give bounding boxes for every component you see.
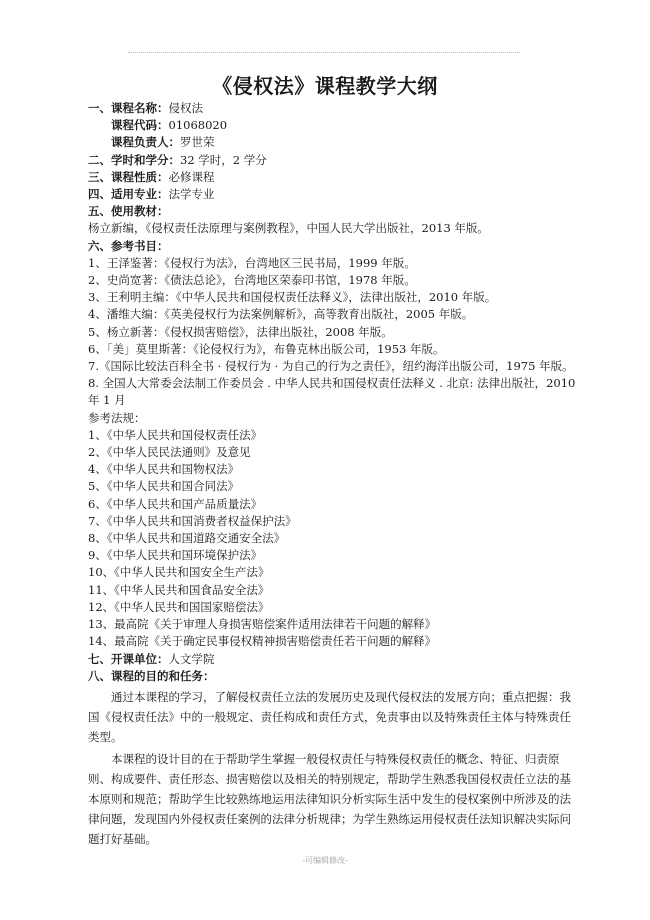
unit-label: 七、开课单位：: [88, 651, 169, 666]
reference-item: 2、史尚宽著：《债法总论》，台湾地区荣泰印书馆，1978 年版。: [88, 273, 416, 288]
goals-heading: 八、课程的目的和任务：: [88, 668, 215, 683]
document-title: 《侵权法》课程教学大纲: [212, 74, 438, 98]
goals-paragraph-1: 通过本课程的学习，了解侵权责任立法的发展历史及现代侵权法的发展方向；重点把握：我国《侵权责任法》中的一般规定、责任构成和责任方式，免责事由以及特殊责任主体与特殊责任类型。: [88, 689, 571, 744]
course-name-line: [88, 100, 574, 117]
reference-item: 4、潘维大编：《英美侵权行为法案例解析》，高等教育出版社，2005 年版。: [88, 307, 474, 322]
course-code-line: [88, 117, 574, 134]
textbook-entry: 杨立新编，《侵权责任法原理与案例教程》，中国人民大学出版社，2013 年版。: [88, 221, 489, 236]
unit-line: [88, 651, 574, 668]
major-label: 四、适用专业：: [88, 187, 169, 202]
course-lead-label: 课程负责人：: [111, 135, 180, 150]
regulation-item: 14、最高院《关于确定民事侵权精神损害赔偿责任若干问题的解释》: [88, 634, 437, 649]
regulation-item: 10、《中华人民共和国安全生产法》: [88, 565, 270, 580]
regulation-item: 1、《中华人民共和国侵权责任法》: [88, 427, 263, 442]
textbook-label: 五、使用教材：: [88, 204, 169, 219]
reference-item: 7.《国际比较法百科全书 · 侵权行为 · 为自己的行为之责任》，纽约海洋出版公司，1975 年版。: [88, 359, 574, 374]
page-footer: -可编辑修改-: [302, 856, 348, 865]
regulation-item: 4、《中华人民共和国物权法》: [88, 462, 240, 477]
goals-paragraph-2: 本课程的设计目的在于帮助学生掌握一般侵权责任与特殊侵权责任的概念、特征、归责原则、构成要件、责任形态、损害赔偿以及相关的特别规定，帮助学生熟悉我国侵权责任立法的基本原则和规范；帮助学生比较熟练地运用法律知识分析实际生活中发生的侵权案例中所涉及的法律问题，发现国内外侵权责任案例的法律分析规律；为学生熟练运用侵权责任法知识解决实际问题打好基础。: [88, 751, 571, 846]
course-lead-value: 罗世荣: [180, 135, 215, 150]
major-line: [88, 186, 574, 203]
reference-item: 3、王利明主编：《中华人民共和国侵权责任法释义》，法律出版社，2010 年版。: [88, 290, 497, 305]
course-name-label: 一、课程名称：: [88, 101, 169, 115]
nature-value: 必修课程: [168, 169, 215, 184]
course-lead-line: [88, 134, 574, 151]
nature-line: [88, 169, 574, 186]
regulation-item: 2、《中华人民民法通则》及意见: [88, 445, 251, 460]
nature-label: 三、课程性质：: [88, 169, 169, 184]
reference-item: 6、「美」莫里斯著：《论侵权行为》，布鲁克林出版公司，1953 年版。: [88, 341, 445, 356]
unit-value: 人文学院: [168, 651, 215, 666]
regulation-item: 9、《中华人民共和国环境保护法》: [88, 548, 263, 563]
header-rule: [128, 52, 520, 53]
regulation-item: 5、《中华人民共和国合同法》: [88, 479, 240, 494]
reference-item: 1、王泽鉴著：《侵权行为法》，台湾地区三民书局，1999 年版。: [88, 255, 416, 270]
hours-value: 32 学时，2 学分: [180, 152, 267, 167]
regulation-item: 7、《中华人民共和国消费者权益保护法》: [88, 513, 297, 528]
references-heading: 六、参考书目：: [88, 238, 169, 253]
regulation-item: 8、《中华人民共和国道路交通安全法》: [88, 531, 286, 546]
major-value: 法学专业: [168, 187, 215, 202]
hours-line: [88, 152, 574, 169]
reference-item: 8. 全国人大常委会法制工作委员会 . 中华人民共和国侵权责任法释义 . 北京: 法律出版社，2010: [88, 376, 576, 391]
regulation-item: 12、《中华人民共和国国家赔偿法》: [88, 599, 270, 614]
course-name-value: 侵权法: [168, 101, 203, 115]
document-body: [88, 100, 574, 849]
hours-label: 二、学时和学分：: [88, 152, 180, 167]
course-code-label: 课程代码：: [111, 118, 169, 133]
course-code-value: 01068020: [168, 118, 228, 133]
regulation-item: 13、最高院《关于审理人身损害赔偿案件适用法律若干问题的解释》: [88, 617, 437, 632]
reference-item: 5、杨立新著：《侵权损害赔偿》，法律出版社，2008 年版。: [88, 324, 393, 339]
regulation-item: 11、《中华人民共和国食品安全法》: [88, 582, 270, 597]
regulations-heading: 参考法规：: [88, 410, 146, 425]
regulation-item: 6、《中华人民共和国产品质量法》: [88, 496, 263, 511]
reference-item-continued: 年 1 月: [88, 393, 126, 408]
